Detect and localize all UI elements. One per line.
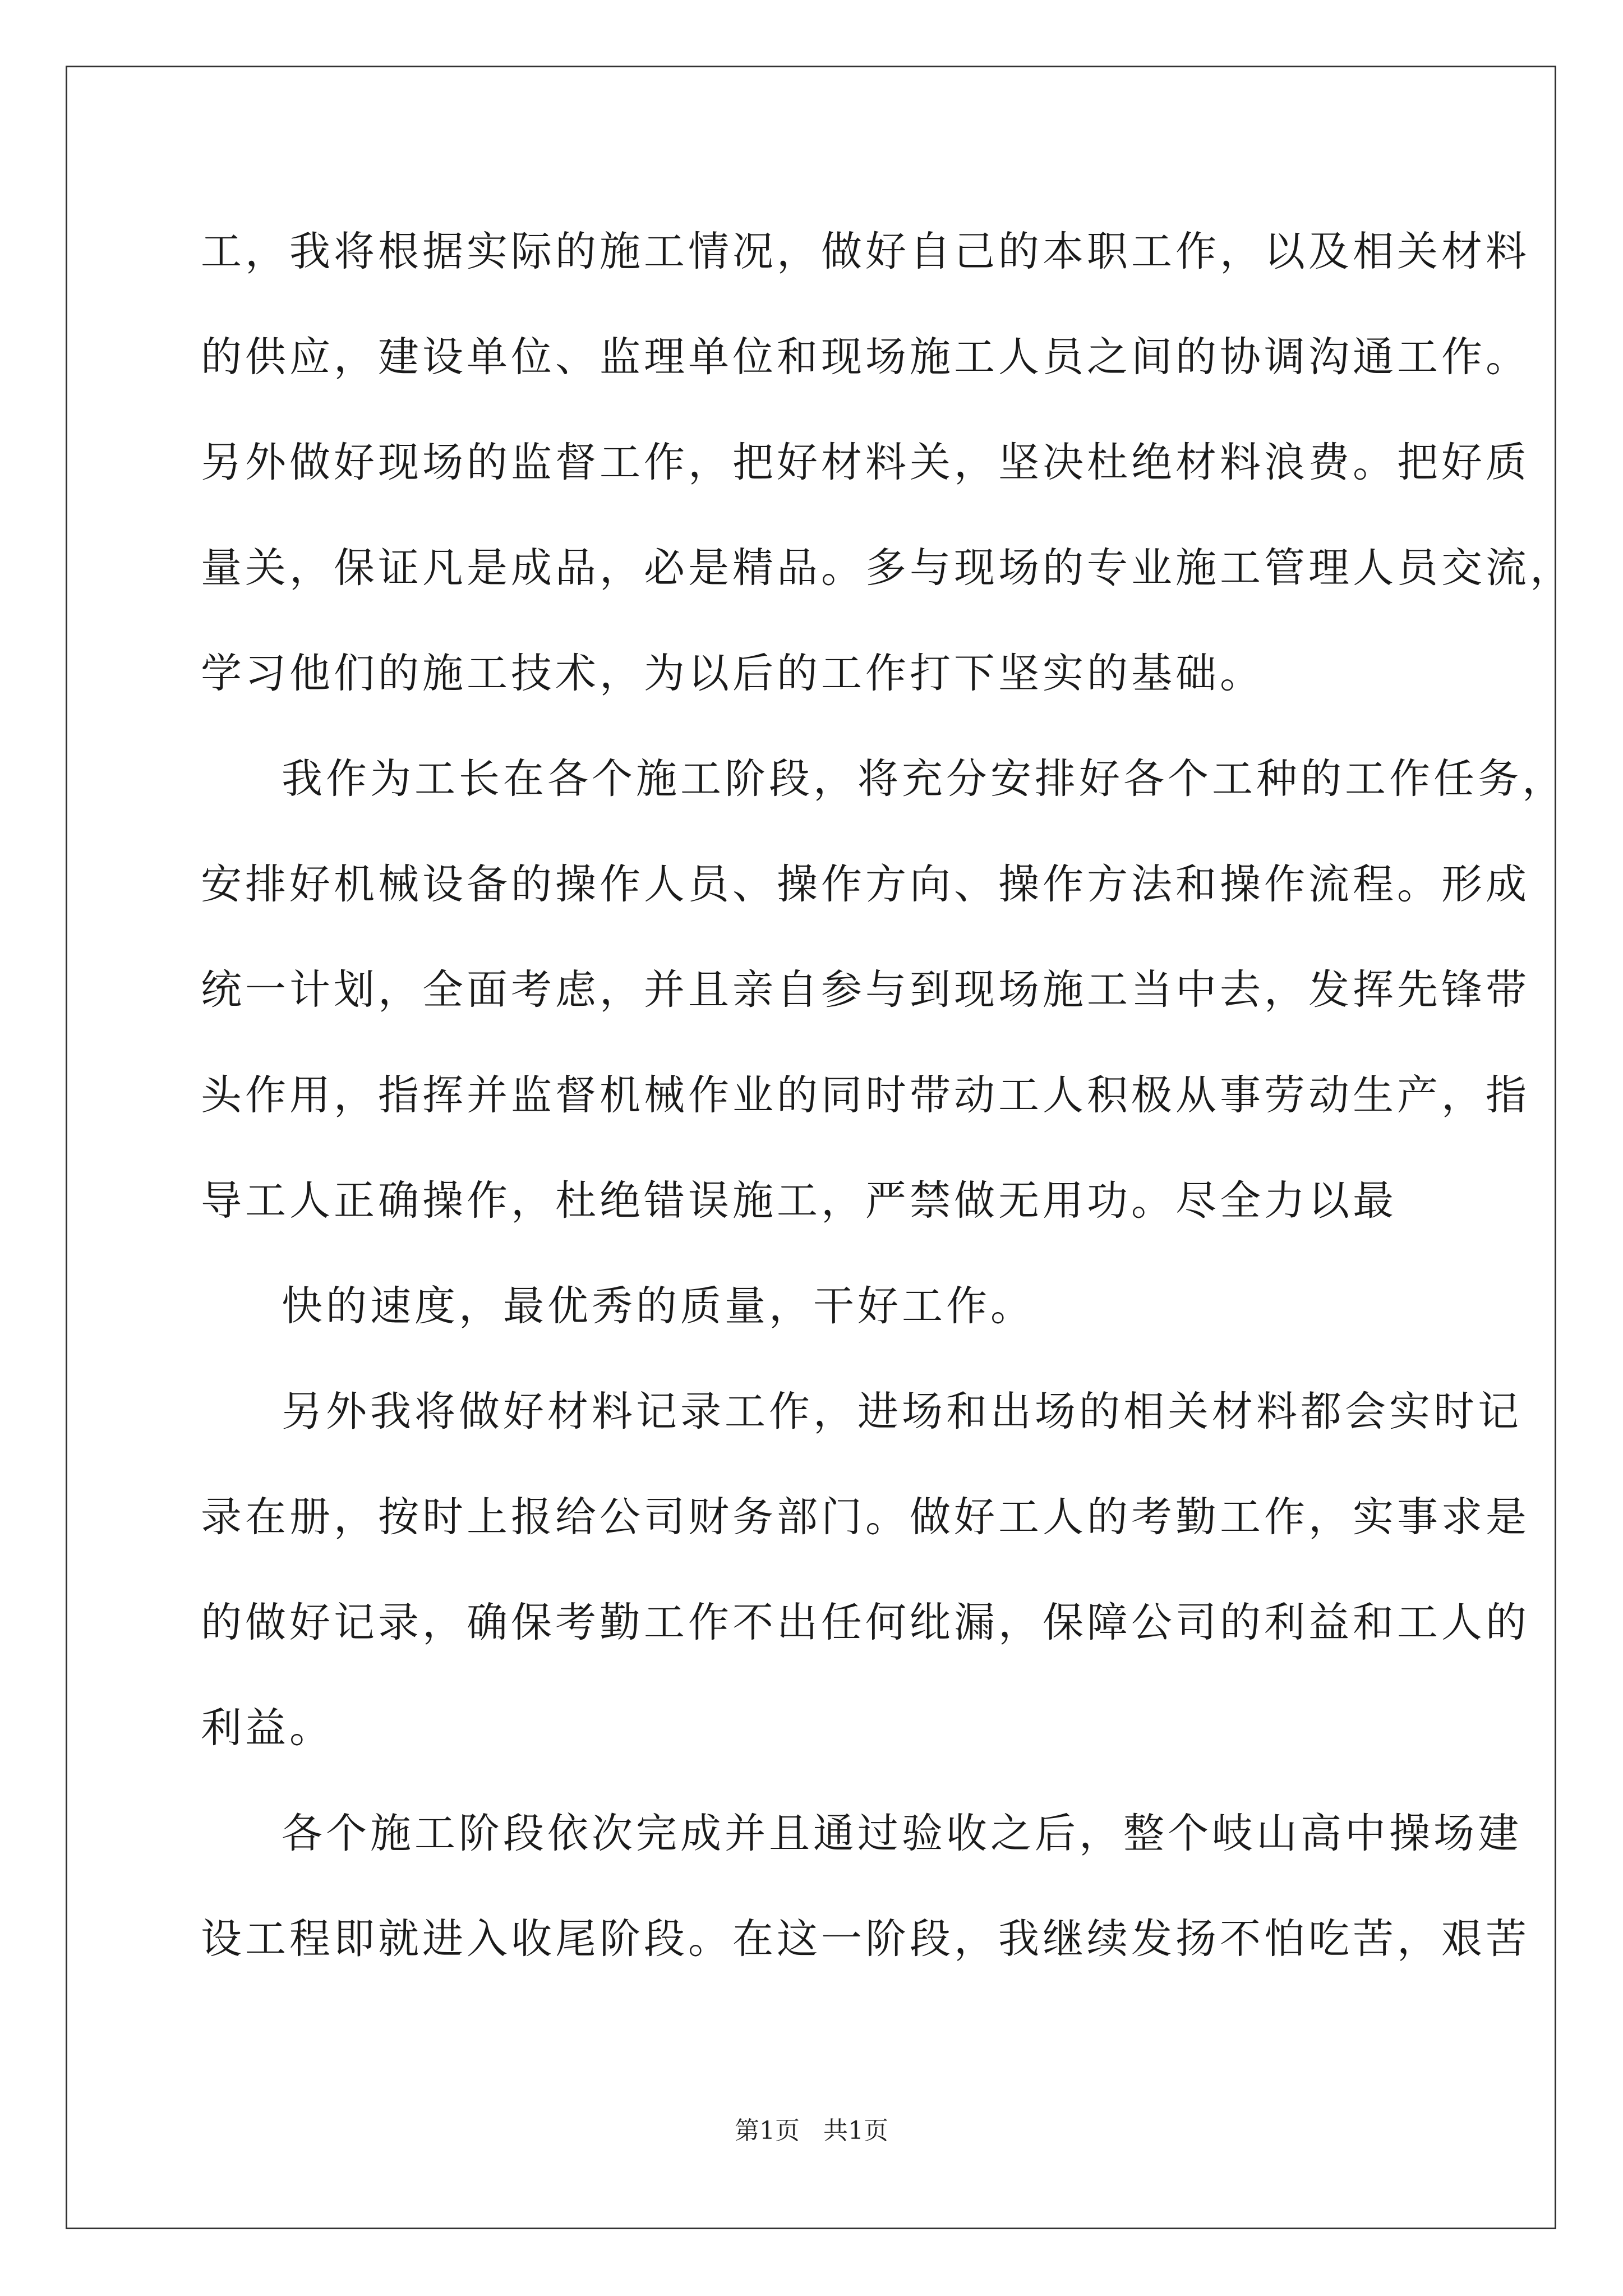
- text-line: 录在册，按时上报给公司财务部门。做好工人的考勤工作，实事求是: [201, 1493, 1530, 1541]
- text-line: 的供应，建设单位、监理单位和现场施工人员之间的协调沟通工作。: [201, 333, 1530, 381]
- text-line: 导工人正确操作，杜绝错误施工，严禁做无用功。尽全力以最: [201, 1177, 1397, 1225]
- text-line: 设工程即就进入收尾阶段。在这一阶段，我继续发扬不怕吃苦，艰苦: [201, 1915, 1530, 1963]
- text-line: 利益。: [201, 1704, 334, 1752]
- text-line: 量关，保证凡是成品，必是精品。多与现场的专业施工管理人员交流，: [201, 544, 1574, 592]
- text-line: 统一计划，全面考虑，并且亲自参与到现场施工当中去，发挥先锋带: [201, 966, 1530, 1014]
- text-line: 工，我将根据实际的施工情况，做好自己的本职工作，以及相关材料: [201, 228, 1530, 275]
- text-line: 头作用，指挥并监督机械作业的同时带动工人积极从事劳动生产，指: [201, 1071, 1530, 1119]
- text-line: 的做好记录，确保考勤工作不出任何纰漏，保障公司的利益和工人的: [201, 1599, 1530, 1646]
- text-line: 另外做好现场的监督工作，把好材料关，坚决杜绝材料浪费。把好质: [201, 439, 1530, 486]
- text-line: 安排好机械设备的操作人员、操作方向、操作方法和操作流程。形成: [201, 861, 1530, 908]
- page-border: [66, 66, 1556, 2229]
- paragraph-first-line: 我作为工长在各个施工阶段，将充分安排好各个工种的工作任务，: [282, 755, 1566, 803]
- paragraph-first-line: 各个施工阶段依次完成并且通过验收之后，整个岐山高中操场建: [282, 1810, 1522, 1857]
- paragraph-first-line: 快的速度，最优秀的质量，干好工作。: [282, 1282, 1035, 1330]
- text-line: 学习他们的施工技术，为以后的工作打下坚实的基础。: [201, 650, 1264, 697]
- paragraph-first-line: 另外我将做好材料记录工作，进场和出场的相关材料都会实时记: [282, 1388, 1522, 1435]
- page-number-footer: 第1页 共1页: [735, 2116, 888, 2145]
